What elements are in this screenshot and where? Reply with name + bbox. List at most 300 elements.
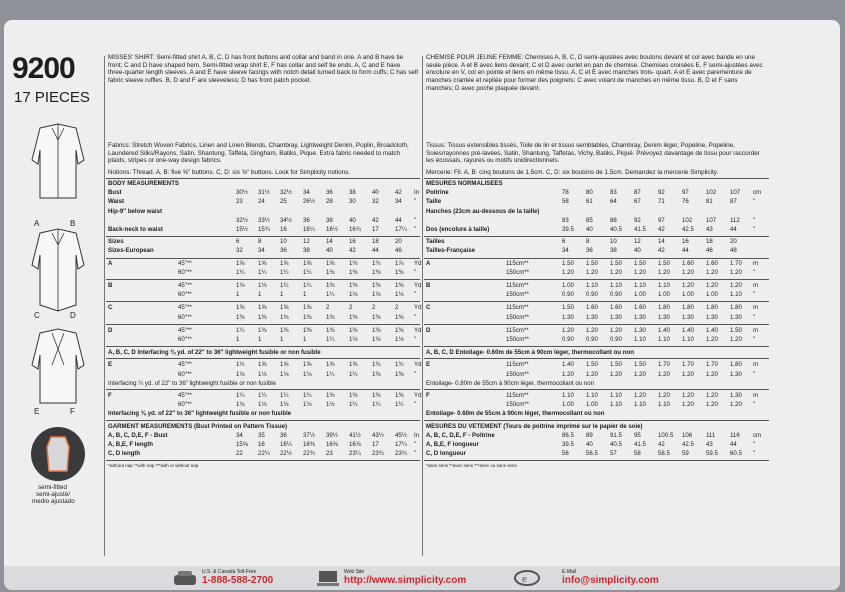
cell: cm — [753, 189, 762, 197]
row-label: Hip-9" below waist — [108, 207, 163, 215]
cell: 1⅝ — [258, 259, 267, 267]
cell: 23¾ — [395, 450, 407, 458]
cell: 1.20 — [682, 370, 694, 378]
cell: 0.90 — [562, 291, 574, 299]
cell: 1⅜ — [326, 313, 335, 321]
cell: 1¾ — [372, 361, 381, 369]
shirt-sketch-icon — [18, 120, 98, 212]
cell: " — [414, 336, 417, 343]
cell: 17 — [372, 226, 379, 233]
cell: 35 — [258, 431, 265, 439]
cell: 1⅛ — [372, 291, 381, 299]
cell: 1¼ — [236, 268, 245, 276]
cell: 1.30 — [634, 313, 646, 321]
cell: 1.20 — [706, 401, 718, 409]
cell: 1.60 — [706, 259, 718, 267]
cell: 1.10 — [634, 336, 646, 343]
view-label-a: A — [34, 219, 40, 228]
cell: 39.5 — [562, 226, 574, 233]
cell: 10 — [610, 238, 617, 246]
table-rule — [424, 301, 769, 302]
view-sketch-c-d — [18, 225, 98, 317]
view-label-e: E — [34, 407, 40, 416]
cell: 1.50 — [586, 361, 598, 369]
cell: 46 — [395, 247, 402, 255]
cell: 43 — [706, 441, 713, 448]
cell: 1.20 — [562, 370, 574, 378]
cell: 107 — [730, 189, 741, 197]
cell: 34 — [562, 247, 569, 255]
interfacing-abcd: A, B, C, D Entoilage- 0.60m de 55cm à 90cm léger, thermocollant ou non — [426, 349, 634, 357]
table-rule — [106, 301, 420, 302]
row-label: Poitrine — [426, 189, 449, 197]
garment-measurements-title: MESURES DU VETEMENT (Tours de poitrine imprimé sur le papier de soie) — [426, 422, 643, 430]
row-label: C, D length — [108, 450, 141, 458]
yardage-row — [108, 371, 422, 379]
cell: 0.90 — [610, 291, 622, 299]
cell: 1⅜ — [280, 326, 289, 334]
cell: 16 — [349, 238, 356, 246]
cell: m — [753, 259, 759, 267]
cell: 1¼ — [236, 326, 245, 334]
table-rule — [424, 178, 769, 179]
cell: m — [753, 361, 759, 369]
email-link[interactable]: info@simplicity.com — [562, 575, 659, 586]
column-divider — [104, 56, 105, 556]
cell: 16¾ — [349, 226, 361, 233]
cell: 1.00 — [682, 291, 694, 299]
cell: 14 — [658, 238, 665, 246]
cell: 42 — [658, 226, 665, 233]
cell: 1.20 — [562, 268, 574, 276]
cell: 1⅞ — [395, 259, 404, 267]
cell: 1.20 — [610, 268, 622, 276]
cell: 36 — [303, 216, 310, 224]
cell: 2 — [372, 304, 376, 312]
cell: 43 — [706, 226, 713, 233]
cell: 45"** — [178, 282, 192, 289]
bust-row — [108, 189, 422, 197]
cell: 40 — [372, 189, 379, 197]
column-divider — [422, 56, 423, 556]
cell: 1.20 — [730, 268, 742, 276]
cell: 1.50 — [658, 259, 670, 267]
cell: 32½ — [236, 216, 248, 224]
cell: 1¼ — [280, 268, 289, 276]
cell: 23¾ — [372, 450, 384, 458]
yardage-row — [108, 291, 422, 299]
cell: 88 — [610, 216, 617, 224]
row-label: Tailles — [426, 238, 445, 246]
cell: 42 — [349, 247, 356, 255]
fit-caption-2: semi-ajusté/ — [36, 491, 70, 498]
cell: 1 — [303, 336, 307, 343]
cell: 1⅝ — [303, 259, 312, 267]
dress-form-icon — [31, 427, 85, 481]
table-rule — [106, 236, 420, 237]
cell: 1⅜ — [280, 313, 289, 321]
back-row — [426, 226, 771, 234]
yardage-row — [426, 392, 771, 400]
cell: 97 — [682, 189, 689, 197]
cell: 14 — [326, 238, 333, 246]
pattern-number: 9200 — [12, 52, 75, 85]
fit-badge — [31, 427, 85, 481]
fit-caption-1: semi-fitted — [38, 484, 68, 491]
cell: 1⅛ — [236, 282, 245, 289]
cell: 40.5 — [610, 226, 622, 233]
back-row — [108, 226, 422, 234]
cell: 31½ — [258, 189, 270, 197]
shirt-sketch-icon — [18, 225, 98, 317]
row-label: C, D longueur — [426, 450, 466, 458]
yardage-row — [108, 392, 422, 400]
cell: 40 — [326, 247, 333, 255]
cell: 1⅜ — [395, 282, 404, 289]
cell: 1.80 — [730, 304, 742, 312]
cell: 1.10 — [634, 401, 646, 409]
cell: 59.5 — [706, 450, 718, 458]
cell: 1.20 — [730, 336, 742, 343]
cell: 38 — [326, 216, 333, 224]
view-letter: A — [108, 259, 113, 267]
cell: 41.5 — [634, 226, 646, 233]
sizes-eu-row — [426, 247, 771, 255]
cell: 16¼ — [303, 226, 315, 233]
cell: 1.80 — [706, 304, 718, 312]
row-label: Bust — [108, 189, 122, 197]
cell: 2 — [349, 304, 353, 312]
cell: 1⅜ — [372, 268, 381, 276]
cell: 1.60 — [682, 259, 694, 267]
cell: 32½ — [280, 189, 292, 197]
view-letter: F — [426, 392, 430, 399]
table-rule — [106, 389, 420, 390]
body-measurements-title-row — [108, 180, 422, 188]
cell: 102 — [682, 216, 693, 224]
cell: 1.10 — [658, 401, 670, 409]
cell: 44 — [395, 216, 402, 224]
view-letter: F — [108, 392, 112, 399]
cell: 34 — [258, 247, 265, 255]
yardage-row — [426, 327, 771, 335]
yardage-row — [108, 336, 422, 344]
cell: 111 — [706, 431, 716, 439]
cell: 1 — [258, 291, 262, 299]
hip-row — [426, 217, 771, 225]
cell: 1.00 — [706, 291, 718, 299]
cell: 1¼ — [326, 291, 335, 299]
cell: 1.30 — [610, 313, 622, 321]
cell: 45"** — [178, 304, 192, 312]
cell: 1.40 — [658, 326, 670, 334]
cell: 1⅛ — [258, 401, 267, 409]
cell: 115cm** — [506, 259, 529, 267]
cell: 1.00 — [562, 401, 574, 409]
waist-row — [426, 198, 771, 206]
cell: 1.40 — [706, 326, 718, 334]
cell: m — [753, 326, 759, 334]
website-link[interactable]: http://www.simplicity.com — [344, 575, 467, 586]
cell: 1⅜ — [372, 282, 381, 289]
cell: 1⅛ — [258, 282, 267, 289]
cell: 1.30 — [658, 313, 670, 321]
interfacing-f: Interfacing ⅜ yd. of 22" to 36" lightweight fusible or non fusible — [108, 410, 292, 418]
cell: 8 — [258, 238, 262, 246]
cell: 112 — [730, 216, 740, 224]
cell: 1⅛ — [236, 401, 245, 409]
cell: 1.20 — [706, 392, 718, 399]
cell: 95 — [634, 431, 641, 439]
cell: 1⅜ — [349, 313, 358, 321]
cell: 1.60 — [634, 304, 646, 312]
cell: 42.5 — [682, 441, 694, 448]
cell: 44 — [730, 441, 737, 448]
cell: " — [753, 450, 756, 458]
body-measurements-title: MESURES NORMALISEES — [426, 180, 503, 187]
fr-fabrics: Tissus: Tissus extensibles tissés, Toile de lin et tissus semblables, Chambray, Denim léger, Popeline, Popeline, Soies/rayonnes pré-lavées, Satin, Shantung, Taffetas, Vichy, Batiks, Piqué. Prévoyez davantage de tissu pour raccorder les écossais, rayures ou motifs unidirectionnels. — [426, 142, 760, 165]
cell: 22 — [236, 450, 243, 458]
hip-row — [108, 217, 422, 225]
cell: 1.20 — [682, 392, 694, 399]
row-label: Dos (encolure à taille) — [426, 226, 490, 233]
interfacing-f-row — [108, 410, 422, 418]
cell: 115cm** — [506, 282, 529, 289]
cell: 16⅜ — [303, 441, 315, 448]
cell: 1¼ — [349, 370, 358, 378]
cell: 1⅝ — [280, 361, 289, 369]
cell: 1.10 — [682, 336, 694, 343]
cell: 45"** — [178, 392, 192, 399]
interfacing-e-row — [426, 380, 771, 388]
cell: 48 — [730, 247, 737, 255]
cell: 23 — [326, 450, 333, 458]
cell: 89 — [586, 431, 593, 439]
waist-row — [108, 198, 422, 206]
cell: m — [753, 392, 759, 399]
cell: 45"** — [178, 326, 192, 334]
fr-description: CHEMISE POUR JEUNE FEMME: Chemises A, B, C, D semi-ajustées avec boutons devant et col avec bande en une seule pièce. A et B avec liens devant; C et D avec ourlet en pan de chemise. Chemises croisées E, F semi-ajustées avec encolure en V, col en pointe et liens en même tissu. A, C et E avec manches trois- quart. A et E avec parementure de manches crantée et repliée pour former des poignets; C avec volant de manches en même tissu. B, D et F sans manches; D avec poche plaquée devant. — [426, 54, 763, 92]
cell: " — [414, 226, 417, 233]
cell: 44 — [372, 247, 379, 255]
garment-row — [108, 450, 422, 458]
cell: 1.00 — [562, 282, 574, 289]
cell: 1.70 — [658, 361, 670, 369]
cell: 42 — [372, 216, 379, 224]
view-letter: B — [426, 282, 431, 289]
garment-measurements-title-row — [426, 423, 771, 431]
cell: 1.30 — [730, 313, 742, 321]
cell: 17 — [372, 441, 379, 448]
cell: 45½ — [395, 431, 407, 439]
cell: 0.90 — [586, 336, 598, 343]
garment-row — [108, 432, 422, 440]
cell: 1⅜ — [395, 313, 404, 321]
cell: 87 — [730, 198, 737, 206]
cell: 1.20 — [706, 336, 718, 343]
cell: 1.60 — [610, 304, 622, 312]
cell: 1¼ — [303, 392, 312, 399]
cell: " — [753, 291, 756, 299]
cell: 58.5 — [658, 450, 670, 458]
cell: 25 — [280, 198, 287, 206]
yardage-row — [108, 304, 422, 312]
yardage-row — [426, 304, 771, 312]
pattern-envelope-back — [4, 20, 840, 590]
cell: 1 — [258, 336, 262, 343]
cell: 67 — [634, 198, 641, 206]
table-rule — [424, 324, 769, 325]
view-letter: C — [426, 304, 431, 312]
cell: 10 — [280, 238, 287, 246]
cell: 1¼ — [258, 392, 267, 399]
cell: 64 — [610, 198, 617, 206]
cell: 1⅛ — [303, 370, 312, 378]
cell: 1⅛ — [303, 401, 312, 409]
cell: 1.20 — [658, 392, 670, 399]
table-rule — [106, 258, 420, 259]
cell: 1.00 — [586, 401, 598, 409]
cell: 107 — [706, 216, 717, 224]
cell: 1.30 — [706, 313, 718, 321]
table-rule — [424, 279, 769, 280]
cell: Yd — [414, 304, 422, 312]
row-label: Sizes — [108, 238, 124, 246]
web-caption: Web Site — [344, 569, 365, 575]
cell: 1⅜ — [349, 268, 358, 276]
cell: 1.20 — [658, 268, 670, 276]
cell: 16 — [258, 441, 265, 448]
phone-number[interactable]: 1-888-588-2700 — [202, 575, 274, 586]
cell: 1.50 — [634, 361, 646, 369]
cell: 83 — [562, 216, 569, 224]
cell: 1⅝ — [280, 259, 289, 267]
cell: 44 — [682, 247, 689, 255]
email-icon — [512, 568, 542, 588]
cell: 1⅛ — [395, 291, 404, 299]
cell: 1⅜ — [303, 313, 312, 321]
cell: 36 — [586, 247, 593, 255]
cell: 1⅜ — [395, 268, 404, 276]
cell: 1⅛ — [326, 401, 335, 409]
en-notions: Notions: Thread. A, B: five ⅝" buttons. C, D: six ⅝" buttons. Look for Simplicity notions. — [108, 169, 350, 176]
yardage-row — [108, 327, 422, 335]
cell: " — [753, 336, 756, 343]
cell: 40.5 — [610, 441, 622, 448]
cell: In — [414, 189, 420, 197]
cell: 1¼ — [280, 392, 289, 399]
cell: 1⅜ — [326, 326, 335, 334]
yardage-row — [108, 269, 422, 277]
cell: 1.00 — [658, 291, 670, 299]
phone-caption: U.S. & Canada Toll-Free — [202, 569, 257, 575]
cell: 1⅜ — [349, 392, 358, 399]
cell: 1⅛ — [349, 336, 358, 343]
cell: 60"** — [178, 370, 192, 378]
footnote: *without nap **with nap ***with or without nap — [108, 463, 199, 469]
cell: 1⅜ — [258, 326, 267, 334]
cell: 2 — [395, 304, 399, 312]
table-rule — [106, 279, 420, 280]
cell: 1⅛ — [280, 370, 289, 378]
cell: " — [753, 441, 756, 448]
cell: 59 — [682, 450, 689, 458]
table-rule — [424, 389, 769, 390]
cell: 1½ — [236, 361, 245, 369]
garment-row — [426, 432, 771, 440]
cell: In — [414, 431, 420, 439]
cell: 115cm** — [506, 361, 529, 369]
cell: 1¼ — [326, 370, 335, 378]
table-rule — [106, 420, 420, 421]
view-label-c: C — [34, 311, 40, 320]
cell: 45"** — [178, 259, 192, 267]
sizes-row — [426, 238, 771, 246]
row-label: Waist — [108, 198, 125, 206]
cell: 56 — [562, 450, 569, 458]
cell: 1⅝ — [236, 304, 245, 312]
row-label: A, B, C, D,E, F - Poitrine — [426, 431, 495, 439]
yardage-row — [108, 282, 422, 290]
cell: 1.10 — [610, 401, 622, 409]
view-sketch-a-b — [18, 120, 98, 212]
cell: 34 — [303, 189, 310, 197]
cell: 115cm** — [506, 304, 529, 312]
cell: 1.10 — [586, 392, 598, 399]
cell: " — [753, 216, 756, 224]
cell: 1.40 — [682, 326, 694, 334]
garment-measurements-title-row — [108, 423, 422, 431]
cell: 1⅜ — [326, 282, 335, 289]
cell: 1¼ — [303, 282, 312, 289]
cell: 81 — [706, 198, 713, 206]
cell: Yd — [414, 392, 422, 399]
view-letter: A — [426, 259, 431, 267]
cell: 1⅝ — [280, 304, 289, 312]
cell: m — [753, 282, 759, 289]
cell: 15½ — [236, 226, 248, 233]
cell: " — [414, 370, 417, 378]
cell: 150cm** — [506, 268, 530, 276]
cell: 1⅜ — [372, 326, 381, 334]
cell: 1.20 — [586, 326, 598, 334]
cell: 42 — [658, 441, 665, 448]
contact-footer — [4, 566, 840, 590]
cell: 60"** — [178, 268, 192, 276]
yardage-row — [108, 361, 422, 369]
cell: 1.40 — [562, 361, 574, 369]
view-sketch-e-f — [18, 325, 98, 417]
cell: " — [414, 450, 417, 458]
cell: cm — [753, 431, 762, 439]
yardage-row — [426, 269, 771, 277]
cell: 44 — [730, 226, 737, 233]
cell: 1.20 — [634, 392, 646, 399]
cell: 1⅝ — [258, 304, 267, 312]
en-description: MISSES' SHIRT: Semi-fitted shirt A, B, C, D has front buttons and collar and band in one. A and B have tie front; C and D have shaped hem. Semi-fitted wrap shirt E, F has collar and self tie ends. A, C and E have three-quarter length sleeves. A and E have sleeve facings with notch detail turned back to form cuffs; C has self fabric sleeve ruffles. B, D and F are sleeveless; D has front patch pocket. — [108, 54, 418, 85]
cell: 61 — [586, 198, 593, 206]
garment-row — [108, 441, 422, 449]
cell: 1 — [280, 336, 284, 343]
cell: 1¼ — [280, 282, 289, 289]
cell: 116 — [730, 431, 740, 439]
fr-notions: Mercerie: Fil. A, B: cinq boutons de 1.5cm. C, D: six boutons de 1.5cm. Demandez la mercerie Simplicity. — [426, 169, 719, 176]
cell: 60"** — [178, 313, 192, 321]
cell: 1.10 — [658, 336, 670, 343]
cell: 92 — [634, 216, 641, 224]
garment-row — [426, 450, 771, 458]
table-rule — [106, 358, 420, 359]
